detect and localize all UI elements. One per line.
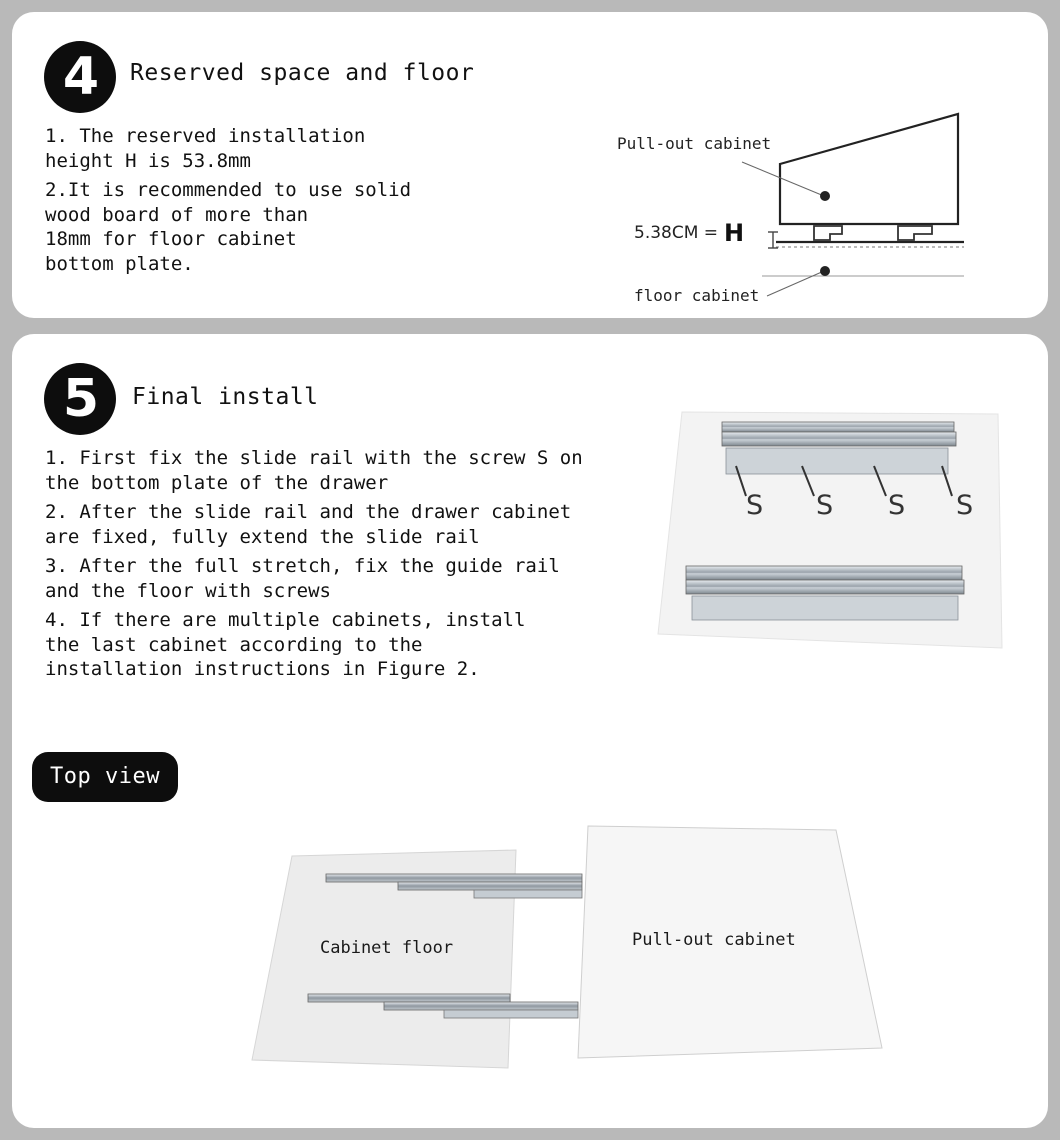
- upper-rail-inner: [398, 882, 582, 890]
- bottom-rail-bracket: [692, 596, 958, 620]
- instruction-line: installation instructions in Figure 2.: [45, 658, 480, 680]
- step-5-card: [12, 334, 1048, 1128]
- instruction-line: are fixed, fully extend the slide rail: [45, 525, 480, 548]
- screw-label: S: [816, 490, 834, 521]
- instruction-line: 3. After the full stretch, fix the guide rail: [45, 555, 560, 577]
- instruction-line: 2. After the slide rail and the drawer cabinet: [45, 501, 572, 523]
- lower-rail-outer: [308, 994, 510, 1002]
- instruction-line: the last cabinet according to the: [45, 633, 423, 656]
- screw-label: S: [888, 490, 906, 521]
- pullout-cabinet-shape: [780, 114, 958, 224]
- top-rail-upper: [722, 422, 954, 432]
- instruction-line: and the floor with screws: [45, 579, 331, 602]
- step-5-badge: 5: [44, 363, 116, 435]
- rail-photo: [652, 408, 1008, 654]
- top-view-label: Top view: [32, 752, 178, 802]
- upper-rail-outer: [326, 874, 582, 882]
- instruction-line: wood board of more than: [45, 203, 309, 226]
- instruction-item: [45, 124, 411, 173]
- instruction-line: 4. If there are multiple cabinets, install: [45, 609, 526, 631]
- rail-foot-left: [814, 226, 842, 240]
- step-5-instructions: [45, 446, 583, 682]
- height-h-label: H: [724, 219, 745, 247]
- instruction-line: bottom plate.: [45, 252, 194, 275]
- cabinet-floor-label: Cabinet floor: [320, 938, 454, 958]
- screw-label: S: [956, 490, 974, 521]
- bottom-rail-middle: [686, 580, 964, 594]
- instruction-item: [45, 608, 583, 682]
- step-5-title: Final install: [132, 384, 319, 410]
- pullout-cabinet-label: Pull-out cabinet: [617, 134, 772, 153]
- floor-leader-dot: [820, 266, 830, 276]
- top-rail-middle: [722, 432, 956, 446]
- instruction-item: [45, 554, 583, 603]
- step-4-card: [12, 12, 1048, 318]
- instruction-item: [45, 500, 583, 549]
- step-4-badge: 4: [44, 41, 116, 113]
- instruction-line: 1. First fix the slide rail with the screw S on: [45, 447, 583, 469]
- pullout-leader-dot: [820, 191, 830, 201]
- floor-cabinet-label: floor cabinet: [634, 286, 760, 305]
- instruction-item: [45, 446, 583, 495]
- instruction-line: 18mm for floor cabinet: [45, 228, 297, 250]
- instruction-line: 2.It is recommended to use solid: [45, 179, 412, 201]
- instruction-line: height H is 53.8mm: [45, 149, 251, 172]
- bottom-rail-upper: [686, 566, 962, 580]
- screw-label: S: [746, 490, 764, 521]
- step-4-instructions: [45, 124, 411, 276]
- rail-foot-right: [898, 226, 932, 240]
- floor-leader-line: [767, 271, 824, 296]
- instruction-item: [45, 178, 411, 276]
- lower-rail-inner: [384, 1002, 578, 1010]
- height-measure-label: 5.38CM =: [634, 223, 719, 243]
- instruction-line: the bottom plate of the drawer: [45, 471, 389, 494]
- step-4-title: Reserved space and floor: [130, 60, 475, 86]
- lower-rail-extension: [444, 1010, 578, 1018]
- pullout-cabinet-photo-label: Pull-out cabinet: [632, 930, 796, 950]
- instruction-line: 1. The reserved installation: [45, 125, 366, 147]
- top-rail-bracket: [726, 448, 948, 474]
- upper-rail-extension: [474, 890, 582, 898]
